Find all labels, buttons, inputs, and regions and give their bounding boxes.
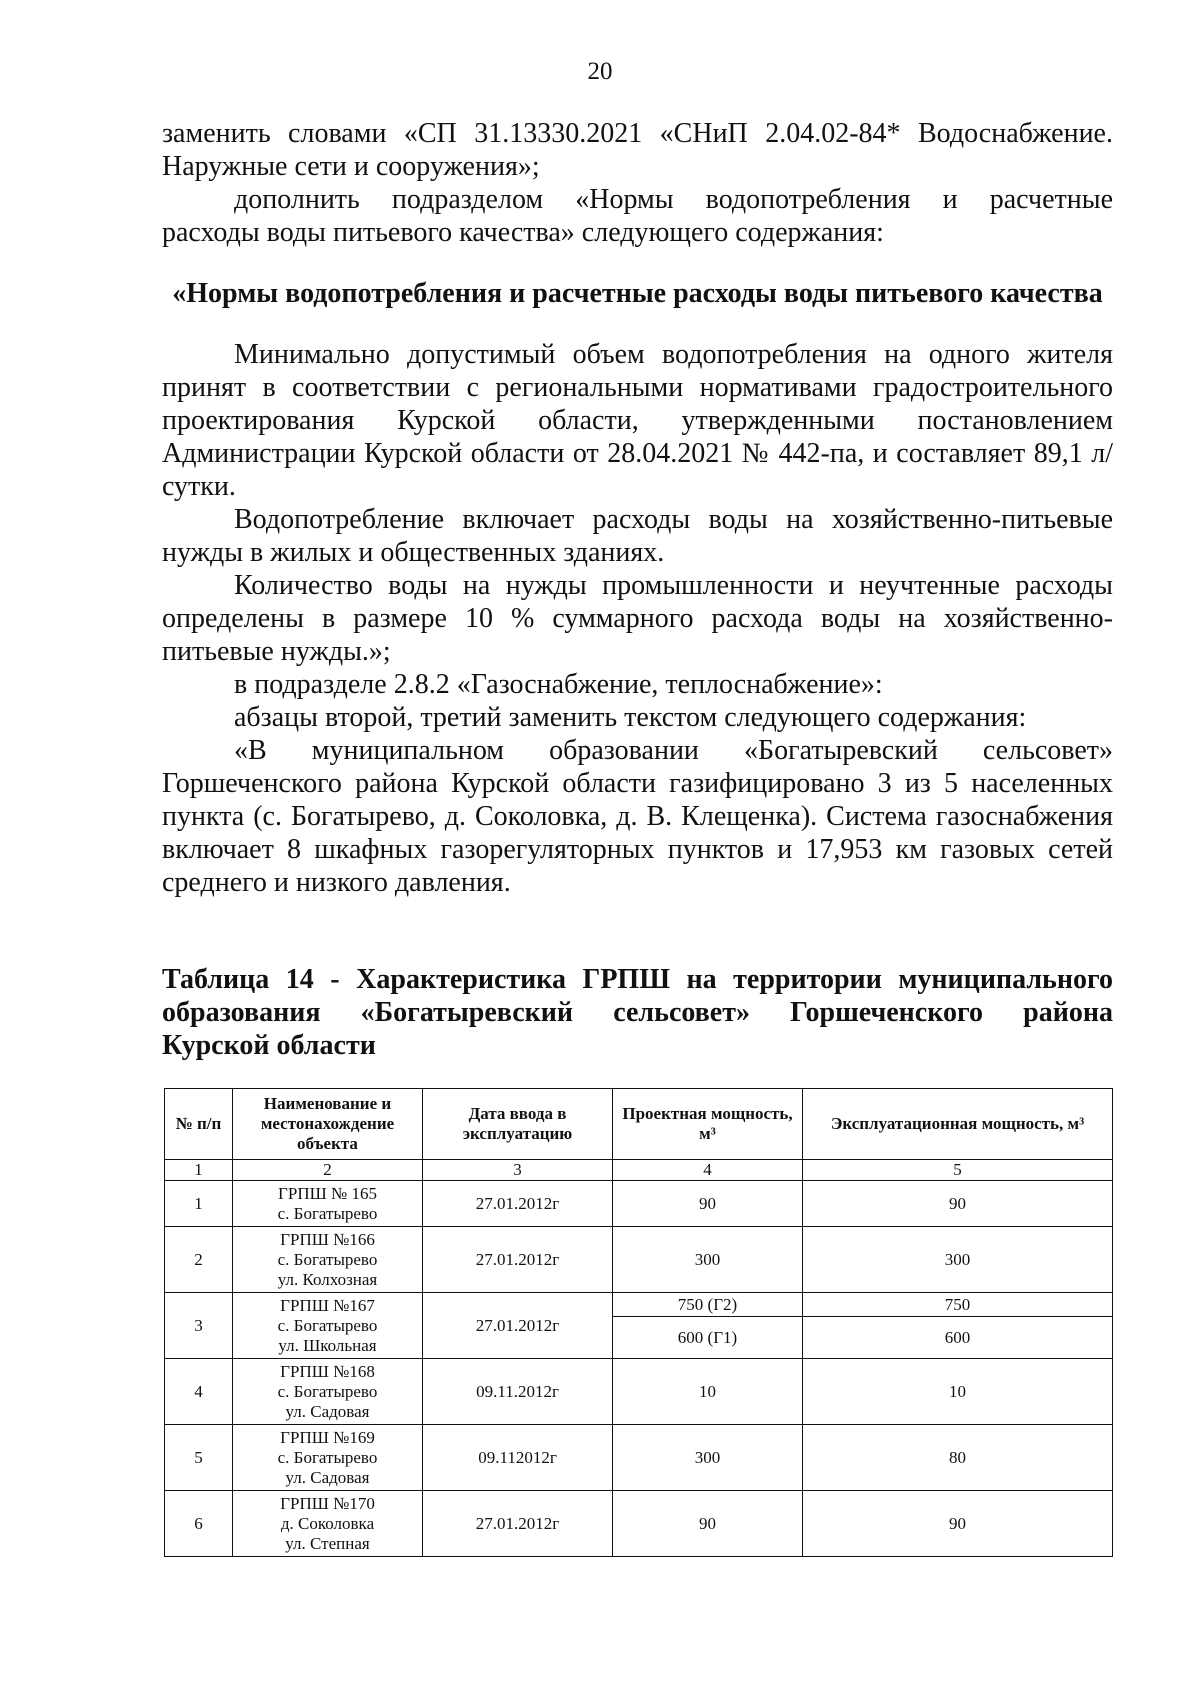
commission-date: 27.01.2012г	[423, 1227, 613, 1293]
object-name-line: с. Богатырево	[277, 1447, 378, 1467]
object-name-line: с. Богатырево	[277, 1315, 378, 1335]
row-number: 5	[165, 1425, 233, 1491]
header-cell: № п/п	[165, 1089, 233, 1160]
commission-date: 09.11.2012г	[423, 1359, 613, 1425]
grpsh-table	[164, 1088, 1113, 1557]
design-capacity: 300	[613, 1227, 803, 1293]
object-name	[233, 1181, 423, 1227]
table-row	[165, 1227, 1113, 1293]
section-heading: «Нормы водопотребления и расчетные расходы воды питьевого качества	[172, 278, 1103, 309]
table-title-line: образования «Богатыревский сельсовет» Горшеченского района	[162, 997, 1113, 1028]
row-number: 3	[165, 1293, 233, 1359]
table-title-line: Курской области	[162, 1030, 376, 1061]
object-name	[233, 1293, 423, 1359]
design-capacity: 750 (Г2)	[613, 1293, 803, 1317]
row-number: 4	[165, 1359, 233, 1425]
column-number: 3	[423, 1160, 613, 1181]
table-title	[162, 963, 1113, 1062]
operational-capacity: 750	[803, 1293, 1113, 1317]
design-capacity: 600 (Г1)	[613, 1317, 803, 1359]
paragraph: заменить словами «СП 31.13330.2021 «СНиП 2.04.02-84* Водоснабжение.	[162, 118, 1113, 149]
column-number: 2	[233, 1160, 423, 1181]
table-row	[165, 1293, 1113, 1317]
table-header-row	[165, 1089, 1113, 1160]
design-capacity: 90	[613, 1491, 803, 1557]
column-number: 4	[613, 1160, 803, 1181]
header-cell: Наименование и местонахождение объекта	[233, 1089, 423, 1160]
row-number: 2	[165, 1227, 233, 1293]
row-number: 6	[165, 1491, 233, 1557]
object-name-line: ул. Колхозная	[277, 1269, 378, 1289]
object-name-line: с. Богатырево	[277, 1249, 378, 1269]
object-name	[233, 1227, 423, 1293]
column-number-row	[165, 1160, 1113, 1181]
object-name	[233, 1425, 423, 1491]
table-row	[165, 1359, 1113, 1425]
table-row	[165, 1491, 1113, 1557]
object-name-line: ГРПШ №169	[280, 1427, 375, 1447]
column-number: 5	[803, 1160, 1113, 1181]
design-capacity: 300	[613, 1425, 803, 1491]
object-name-line: ГРПШ № 165	[278, 1183, 377, 1203]
object-name-line: д. Соколовка	[280, 1513, 375, 1533]
object-name-line: ул. Садовая	[285, 1401, 370, 1421]
header-cell: Проектная мощность, м³	[613, 1089, 803, 1160]
operational-capacity: 300	[803, 1227, 1113, 1293]
paragraph: абзацы второй, третий заменить текстом следующего содержания:	[234, 702, 1027, 733]
operational-capacity: 10	[803, 1359, 1113, 1425]
header-cell: Дата ввода в эксплуатацию	[423, 1089, 613, 1160]
operational-capacity: 80	[803, 1425, 1113, 1491]
paragraph: в подразделе 2.8.2 «Газоснабжение, теплоснабжение»:	[234, 669, 883, 700]
row-number: 1	[165, 1181, 233, 1227]
commission-date: 27.01.2012г	[423, 1491, 613, 1557]
object-name-line: с. Богатырево	[277, 1381, 378, 1401]
paragraph: Водопотребление включает расходы воды на хозяйственно-питьевые нужды в жилых и общественных зданиях.	[162, 504, 1113, 568]
table-row	[165, 1181, 1113, 1227]
operational-capacity: 90	[803, 1491, 1113, 1557]
object-name-line: ул. Степная	[285, 1533, 370, 1553]
paragraph: Наружные сети и сооружения»;	[162, 151, 540, 182]
paragraph: расходы воды питьевого качества» следующего содержания:	[162, 217, 884, 248]
object-name-line: ГРПШ №166	[280, 1229, 375, 1249]
object-name	[233, 1491, 423, 1557]
operational-capacity: 600	[803, 1317, 1113, 1359]
commission-date: 27.01.2012г	[423, 1181, 613, 1227]
header-cell: Эксплуатационная мощность, м³	[803, 1089, 1113, 1160]
object-name	[233, 1359, 423, 1425]
paragraph: дополнить подразделом «Нормы водопотребления и расчетные	[234, 184, 1113, 215]
design-capacity: 10	[613, 1359, 803, 1425]
object-name-line: ГРПШ №170	[280, 1493, 375, 1513]
commission-date: 27.01.2012г	[423, 1293, 613, 1359]
table-row	[165, 1425, 1113, 1491]
design-capacity: 90	[613, 1181, 803, 1227]
commission-date: 09.112012г	[423, 1425, 613, 1491]
operational-capacity: 90	[803, 1181, 1113, 1227]
paragraph: Количество воды на нужды промышленности и неучтенные расходы определены в размере 10 % суммарного расхода воды на хозяйственно-питьевые нужды.»;	[162, 570, 1113, 667]
column-number: 1	[165, 1160, 233, 1181]
page-number: 20	[587, 58, 613, 85]
object-name-line: ул. Школьная	[278, 1335, 377, 1355]
object-name-line: ул. Садовая	[285, 1467, 370, 1487]
object-name-line: с. Богатырево	[277, 1203, 378, 1223]
object-name-line: ГРПШ №167	[280, 1295, 375, 1315]
object-name-line: ГРПШ №168	[280, 1361, 375, 1381]
paragraph: Минимально допустимый объем водопотребления на одного жителя принят в соответствии с региональными нормативами градостроительного проектирования Курской области, утвержденными постановлением Администрации Курской области от 28.04.2021 № 442-па, и составляет 89,1 л/сутки.	[162, 339, 1113, 502]
body-text	[162, 117, 1113, 899]
paragraph: «В муниципальном образовании «Богатыревский сельсовет» Горшеченского района Курской области газифицировано 3 из 5 населенных пункта (с. Богатырево, д. Соколовка, д. В. Клещенка). Система газоснабжения включает 8 шкафных газорегуляторных пунктов и 17,953 км газовых сетей среднего и низкого давления.	[162, 735, 1113, 898]
table-title-line: Таблица 14 - Характеристика ГРПШ на территории муниципального	[162, 964, 1113, 995]
